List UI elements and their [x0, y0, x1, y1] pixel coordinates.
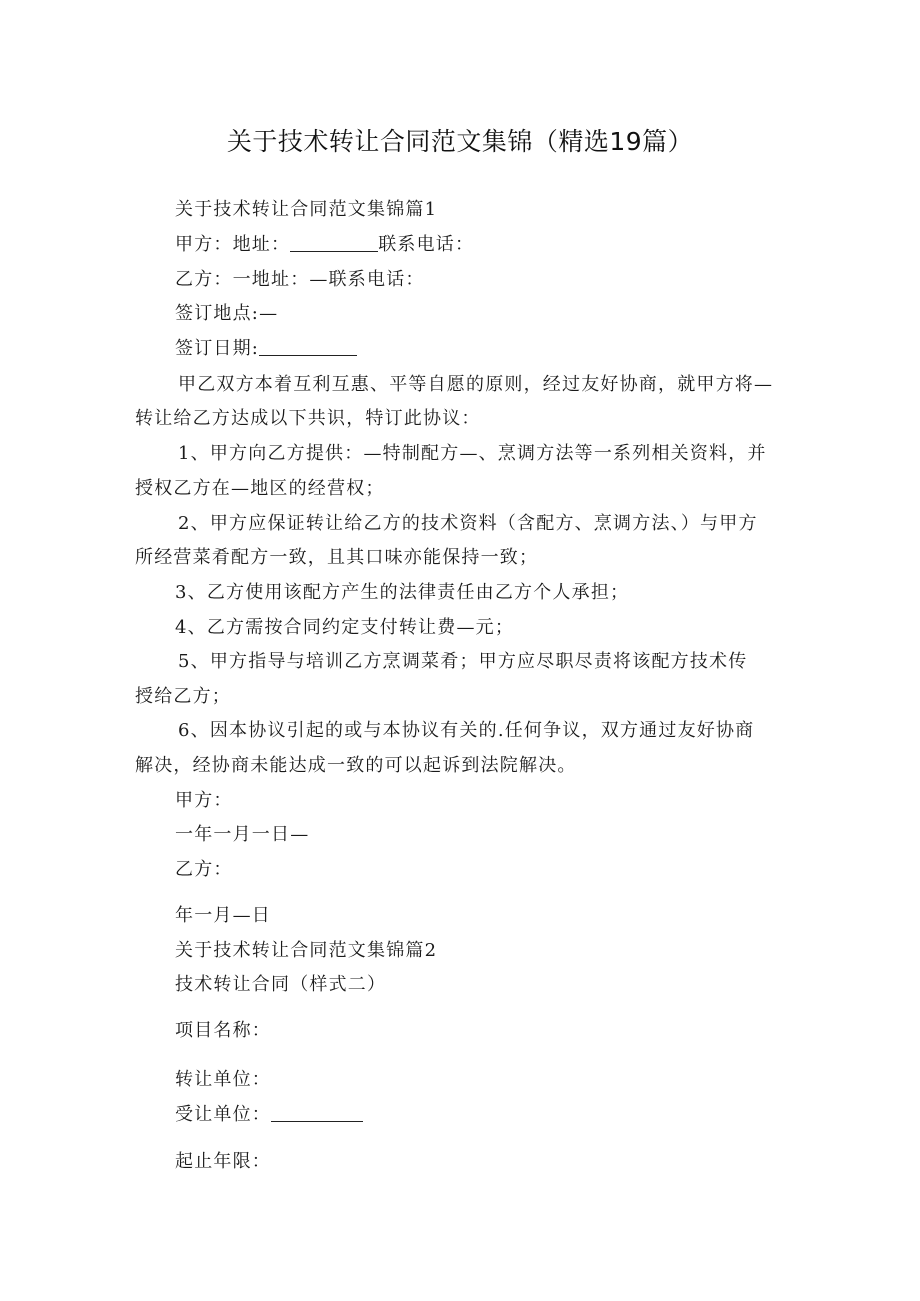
- transferee-line: [175, 1103, 363, 1127]
- section1-heading: 关于技术转让合同范文集锦篇1: [175, 199, 438, 220]
- party-a-signature: 甲方：: [175, 790, 233, 811]
- project-name-field: 项目名称：: [175, 1020, 271, 1041]
- contact-phone-label: 联系电话：: [378, 234, 475, 255]
- clause-4: 4、乙方需按合同约定支付转让费—元；: [175, 617, 515, 638]
- clause-3: 3、乙方使用该配方产生的法律责任由乙方个人承担；: [175, 582, 630, 603]
- sign-date-label: 签订日期:: [175, 338, 260, 359]
- party-a-address-line: [175, 233, 474, 257]
- clause-6-line-2: 解决，经协商未能达成一致的可以起诉到法院解决。: [135, 755, 577, 776]
- party-b-signature: 乙方：: [175, 859, 233, 880]
- party-b-address-line: 乙方：一地址：—联系电话：: [175, 269, 425, 290]
- clause-5-line-2: 授给乙方；: [135, 686, 231, 707]
- clause-6-line-1: 6、因本协议引起的或与本协议有关的.任何争议，双方通过友好协商: [178, 720, 755, 741]
- transferee-label: 受让单位：: [175, 1104, 271, 1125]
- clause-1-line-2: 授权乙方在—地区的经营权；: [135, 478, 385, 499]
- clause-5-line-1: 5、甲方指导与培训乙方烹调菜肴；甲方应尽职尽责将该配方技术传: [178, 651, 748, 672]
- party-a-label: 甲方：地址：: [175, 234, 291, 255]
- clause-2-line-2: 所经营菜肴配方一致，且其口味亦能保持一致；: [135, 547, 539, 568]
- clause-2-line-1: 2、甲方应保证转让给乙方的技术资料（含配方、烹调方法、）与甲方: [178, 513, 758, 534]
- transferor-field: 转让单位：: [175, 1069, 271, 1090]
- party-b-date: 年一月—日: [175, 905, 271, 926]
- section2-heading: 关于技术转让合同范文集锦篇2: [175, 940, 438, 961]
- intro-line-2: 转让给乙方达成以下共识，特订此协议：: [135, 408, 481, 429]
- clause-1-line-1: 1、甲方向乙方提供：—特制配方—、烹调方法等一系列相关资料，并: [178, 443, 767, 464]
- party-a-date: 一年一月一日—: [175, 824, 310, 845]
- address-blank: [290, 233, 378, 252]
- sign-date-line: [175, 337, 357, 361]
- transferee-blank: [271, 1103, 363, 1122]
- intro-line-1: 甲乙双方本着互利互惠、平等自愿的原则，经过友好协商，就甲方将—: [178, 374, 774, 395]
- section2-subtitle: 技术转让合同（样式二）: [175, 974, 387, 995]
- sign-place: 签订地点:—: [175, 303, 279, 324]
- sign-date-blank: [259, 337, 357, 356]
- term-field: 起止年限：: [175, 1151, 271, 1172]
- document-title: 关于技术转让合同范文集锦（精选19篇）: [226, 127, 694, 156]
